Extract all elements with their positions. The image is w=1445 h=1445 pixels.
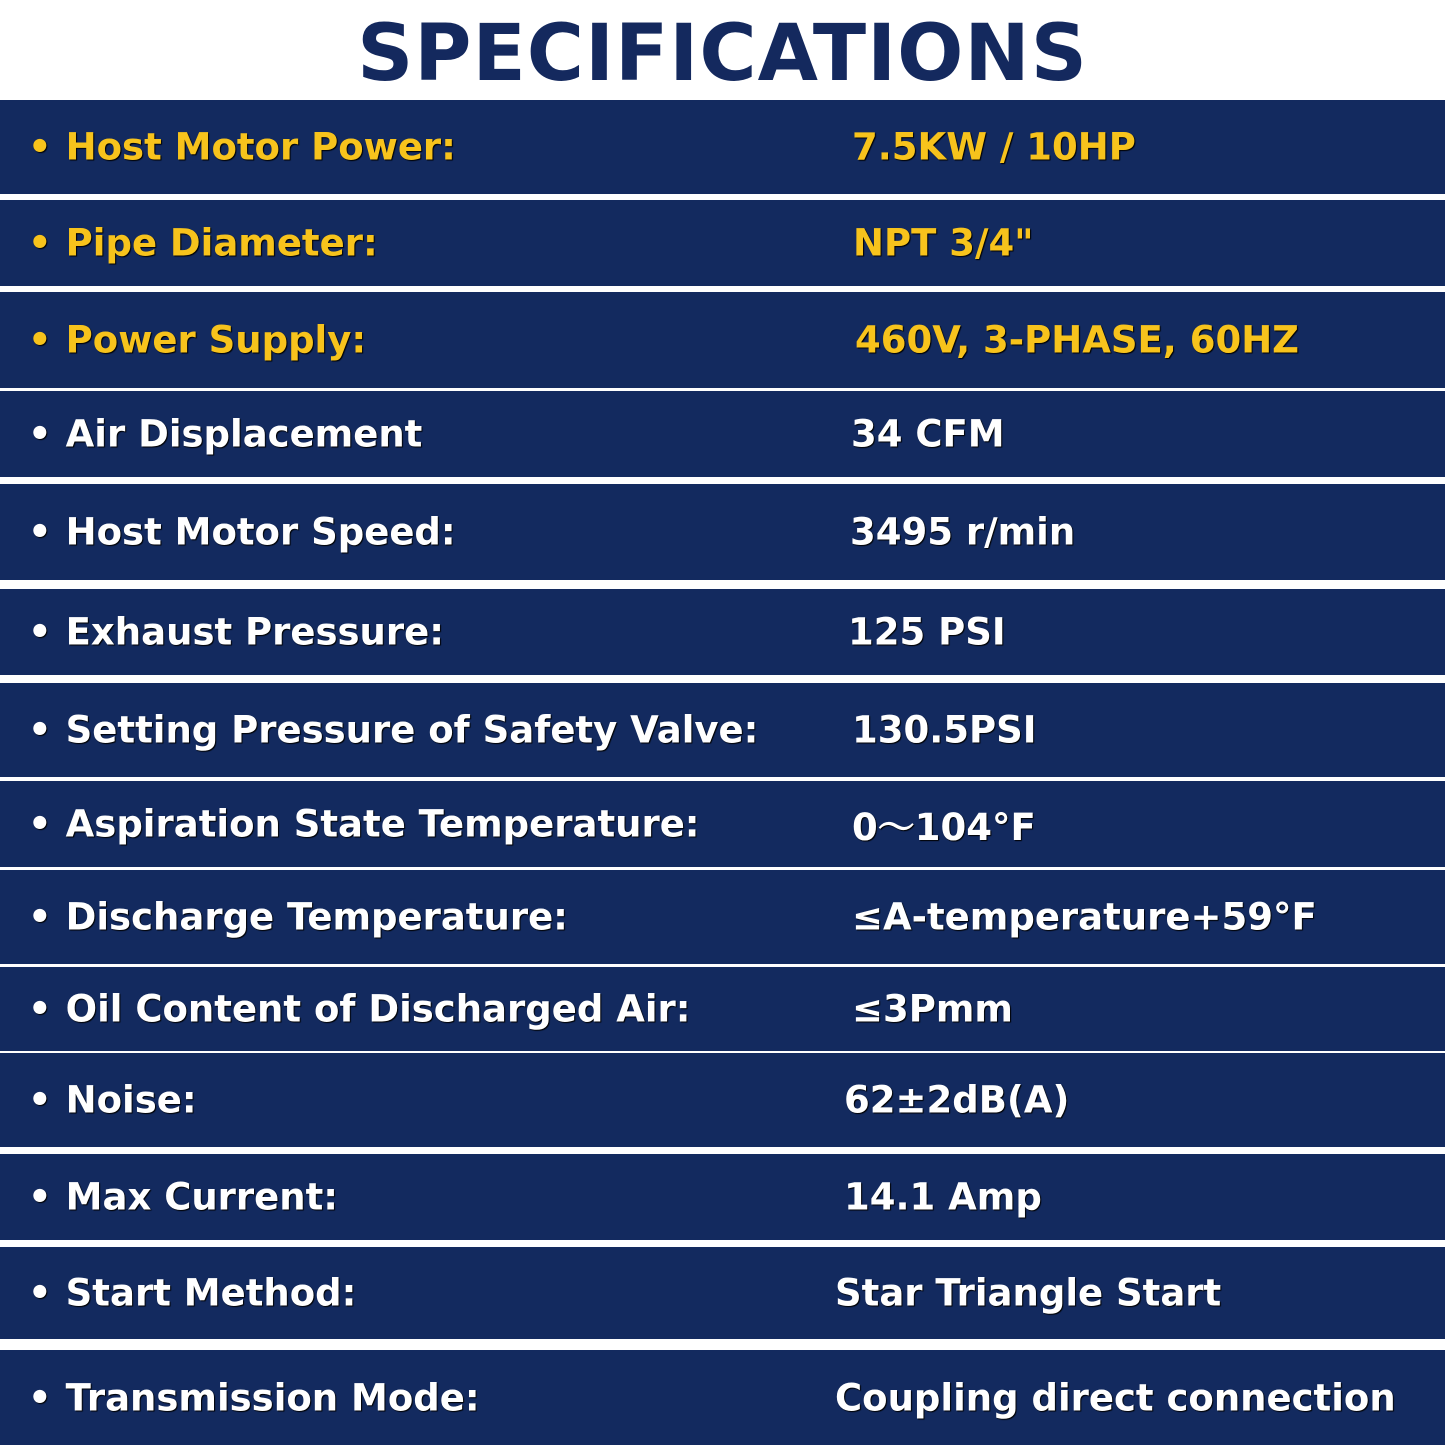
spec-row-max-current	[0, 1154, 1445, 1240]
spec-value: 130.5PSI	[852, 708, 1037, 752]
spec-row-pipe-diameter	[0, 200, 1445, 286]
spec-label: Host Motor Power:	[65, 125, 456, 169]
spec-row-power-supply	[0, 292, 1445, 388]
spec-label: Air Displacement	[65, 412, 423, 456]
spec-label: Start Method:	[65, 1271, 357, 1315]
spec-row-oil-content	[0, 967, 1445, 1051]
spec-row-safety-valve-pressure	[0, 683, 1445, 777]
bullet-icon: •	[28, 708, 52, 752]
bullet-icon: •	[28, 987, 52, 1031]
spec-label: Discharge Temperature:	[65, 895, 568, 939]
spec-value: 7.5KW / 10HP	[852, 125, 1136, 169]
spec-value: 3495 r/min	[850, 510, 1076, 554]
spec-value: Coupling direct connection	[835, 1376, 1396, 1419]
spec-row-aspiration-temperature	[0, 781, 1445, 867]
spec-row-start-method	[0, 1247, 1445, 1339]
bullet-icon: •	[28, 802, 52, 846]
page-title: SPECIFICATIONS	[357, 9, 1088, 99]
spec-label: Oil Content of Discharged Air:	[65, 987, 691, 1031]
spec-label: Power Supply:	[65, 318, 367, 362]
spec-row-exhaust-pressure	[0, 589, 1445, 675]
bullet-icon: •	[28, 895, 52, 939]
spec-value: 62±2dB(A)	[844, 1078, 1070, 1122]
bullet-icon: •	[28, 1376, 52, 1419]
bullet-icon: •	[28, 510, 52, 554]
spec-value: Star Triangle Start	[835, 1271, 1222, 1315]
spec-row-host-motor-speed	[0, 484, 1445, 580]
spec-label: Host Motor Speed:	[65, 510, 456, 554]
bullet-icon: •	[28, 1271, 52, 1315]
spec-label: Pipe Diameter:	[65, 221, 378, 265]
spec-value: ≤A-temperature+59°F	[852, 895, 1317, 939]
bullet-icon: •	[28, 1175, 52, 1219]
spec-row-noise	[0, 1053, 1445, 1147]
bullet-icon: •	[28, 221, 52, 265]
spec-label: Aspiration State Temperature:	[65, 802, 700, 846]
bullet-icon: •	[28, 610, 52, 654]
spec-label: Transmission Mode:	[65, 1376, 480, 1419]
bullet-icon: •	[28, 318, 52, 362]
spec-row-transmission-mode	[0, 1350, 1445, 1445]
spec-row-air-displacement	[0, 391, 1445, 477]
spec-label: Exhaust Pressure:	[65, 610, 445, 654]
spec-value: 0～104°F	[852, 806, 1036, 849]
spec-list	[0, 100, 1445, 1445]
spec-value: NPT 3/4"	[853, 221, 1034, 265]
bullet-icon: •	[28, 1078, 52, 1122]
spec-row-discharge-temperature	[0, 870, 1445, 964]
spec-label: Setting Pressure of Safety Valve:	[65, 708, 759, 752]
bullet-icon: •	[28, 125, 52, 169]
spec-value: 460V, 3-PHASE, 60HZ	[855, 318, 1299, 362]
bullet-icon: •	[28, 412, 52, 456]
spec-value: 125 PSI	[848, 610, 1006, 654]
spec-value: 14.1 Amp	[844, 1175, 1042, 1219]
spec-row-host-motor-power	[0, 100, 1445, 194]
spec-label: Max Current:	[65, 1175, 339, 1219]
spec-value: 34 CFM	[851, 412, 1005, 456]
spec-label: Noise:	[65, 1078, 197, 1122]
spec-value: ≤3Pmm	[852, 987, 1013, 1031]
